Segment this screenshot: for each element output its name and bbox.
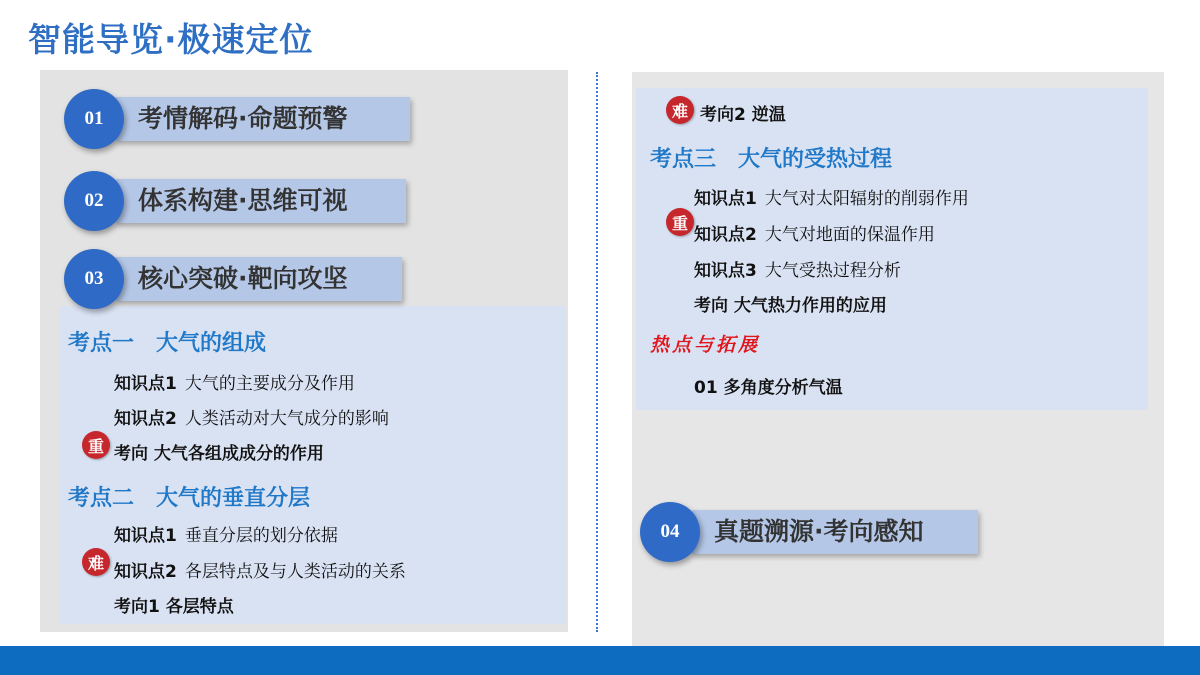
- difficult-badge-icon: 难: [666, 96, 694, 124]
- knowledge-item[interactable]: [694, 256, 901, 281]
- direction-item[interactable]: 考向 大气热力作用的应用: [694, 296, 887, 316]
- section-number: 04: [640, 502, 700, 562]
- topic-heading-2[interactable]: 考点二 大气的垂直分层: [68, 486, 311, 511]
- knowledge-item[interactable]: [114, 521, 338, 546]
- knowledge-text: 各层特点及与人类活动的关系: [184, 562, 406, 581]
- knowledge-text: 大气对地面的保温作用: [764, 225, 935, 244]
- direction-item[interactable]: 考向1 各层特点: [114, 597, 234, 617]
- section-label: 真题溯源·考向感知: [714, 517, 924, 546]
- knowledge-text: 大气对太阳辐射的削弱作用: [764, 189, 969, 208]
- difficult-badge-icon: 难: [82, 548, 110, 576]
- topic-heading-1[interactable]: 考点一 大气的组成: [68, 331, 267, 356]
- section-number: 01: [64, 89, 124, 149]
- knowledge-text: 大气的主要成分及作用: [184, 374, 355, 393]
- knowledge-item[interactable]: [694, 184, 969, 209]
- hot-topics-heading[interactable]: 热点与拓展: [650, 334, 761, 356]
- knowledge-item[interactable]: [694, 220, 935, 245]
- direction-item[interactable]: 考向 大气各组成成分的作用: [114, 444, 324, 464]
- dotted-divider: [596, 72, 598, 632]
- knowledge-point-tag: 知识点1: [114, 526, 177, 546]
- direction-item[interactable]: 考向2 逆温: [700, 105, 786, 125]
- important-badge-icon: 重: [82, 431, 110, 459]
- knowledge-point-tag: 知识点2: [114, 409, 177, 429]
- section-label: 核心突破·靶向攻坚: [138, 264, 348, 293]
- footer-bar: [0, 646, 1200, 675]
- knowledge-point-tag: 知识点1: [694, 189, 757, 209]
- section-label: 考情解码·命题预警: [138, 104, 348, 133]
- knowledge-point-tag: 知识点1: [114, 374, 177, 394]
- knowledge-text: 垂直分层的划分依据: [184, 526, 338, 545]
- topic-heading-3[interactable]: 考点三 大气的受热过程: [650, 147, 893, 172]
- knowledge-item[interactable]: [114, 557, 406, 582]
- right-content-box: [636, 88, 1148, 410]
- knowledge-point-tag: 知识点2: [694, 225, 757, 245]
- hot-topic-item[interactable]: 01 多角度分析气温: [694, 378, 843, 398]
- knowledge-item[interactable]: [114, 369, 355, 394]
- important-badge-icon: 重: [666, 208, 694, 236]
- knowledge-text: 人类活动对大气成分的影响: [184, 409, 389, 428]
- section-label: 体系构建·思维可视: [138, 186, 348, 215]
- knowledge-text: 大气受热过程分析: [764, 261, 901, 280]
- knowledge-item[interactable]: [114, 404, 389, 429]
- page-title: 智能导览·极速定位: [28, 20, 314, 59]
- section-number: 03: [64, 249, 124, 309]
- section-number: 02: [64, 171, 124, 231]
- knowledge-point-tag: 知识点3: [694, 261, 757, 281]
- knowledge-point-tag: 知识点2: [114, 562, 177, 582]
